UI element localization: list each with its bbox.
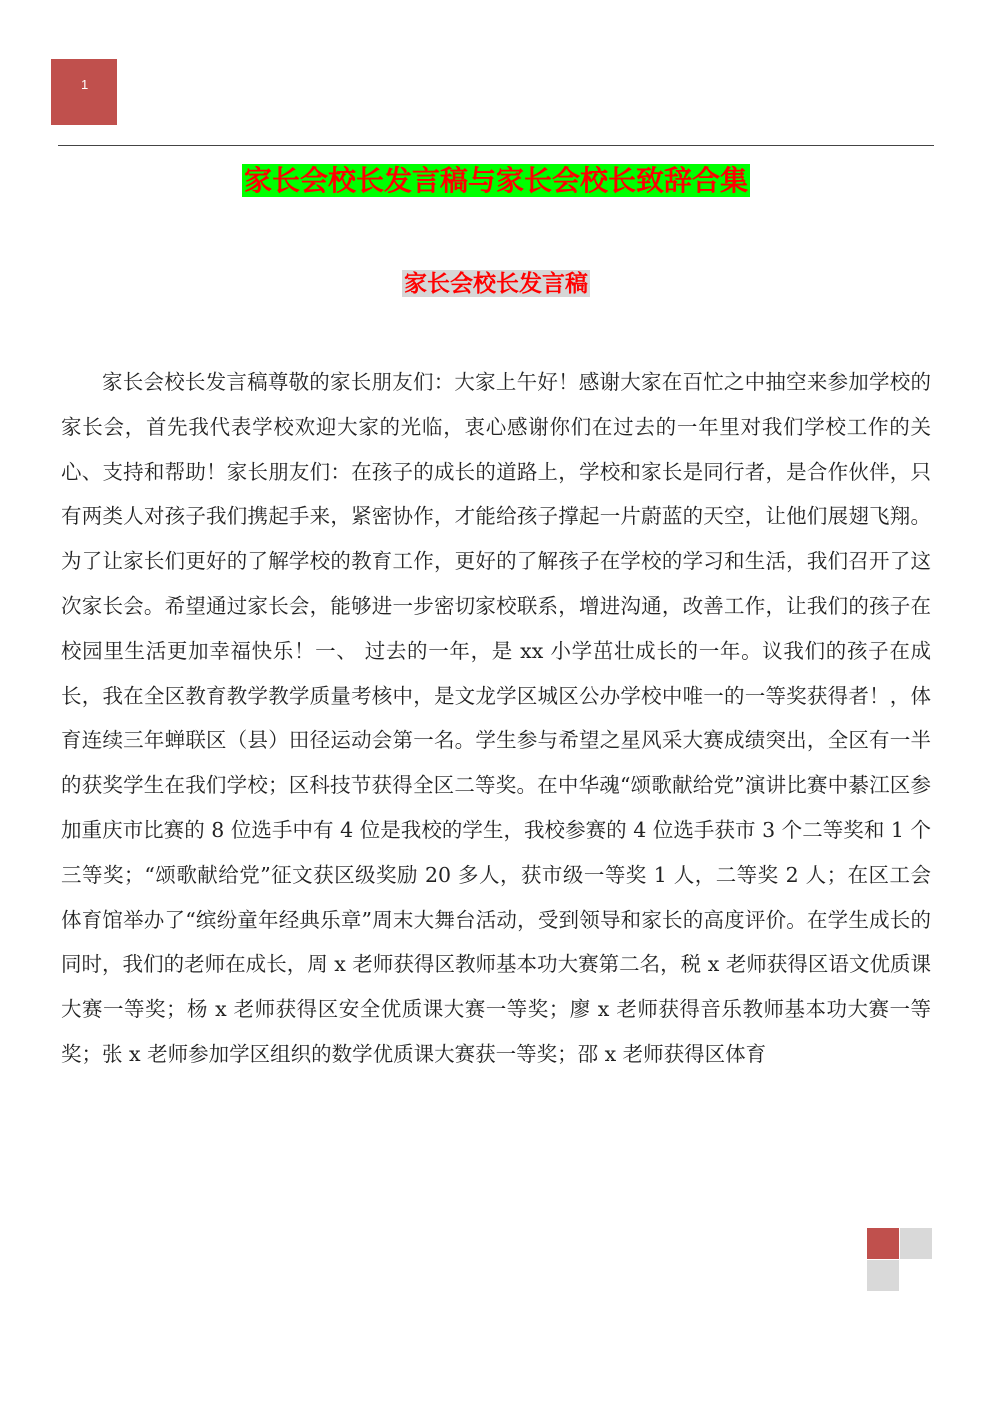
section-heading-block	[0, 265, 992, 303]
document-title: 家长会校长发言稿与家长会校长致辞合集	[243, 164, 748, 197]
header-divider	[58, 145, 934, 146]
corner-decoration-red-square	[867, 1228, 899, 1259]
corner-decoration-grey-square	[900, 1228, 932, 1259]
section-heading: 家长会校长发言稿	[404, 270, 588, 297]
page-number-badge	[51, 59, 117, 125]
corner-decoration-grey-square	[867, 1260, 899, 1291]
document-title-block	[0, 160, 992, 202]
page-number: 1	[81, 77, 89, 92]
body-paragraph: 家长会校长发言稿尊敬的家长朋友们：大家上午好！感谢大家在百忙之中抽空来参加学校的家长会，首先我代表学校欢迎大家的光临，衷心感谢你们在过去的一年里对我们学校工作的关心、支持和帮助！家长朋友们：在孩子的成长的道路上，学校和家长是同行者，是合作伙伴，只有两类人对孩子我们携起手来，紧密协作，才能给孩子撑起一片蔚蓝的天空，让他们展翅飞翔。为了让家长们更好的了解学校的教育工作，更好的了解孩子在学校的学习和生活，我们召开了这次家长会。希望通过家长会，能够进一步密切家校联系，增进沟通，改善工作，让我们的孩子在校园里生活更加幸福快乐！一、 过去的一年，是 xx 小学茁壮成长的一年。议我们的孩子在成长，我在全区教育教学教学质量考核中，是文龙学区城区公办学校中唯一的一等奖获得者！，体育连续三年蝉联区（县）田径运动会第一名。学生参与希望之星风采大赛成绩突出，全区有一半的获奖学生在我们学校；区科技节获得全区二等奖。在中华魂“颂歌献给党”演讲比赛中綦江区参加重庆市比赛的 8 位选手中有 4 位是我校的学生，我校参赛的 4 位选手获市 3 个二等奖和 1 个三等奖；“颂歌献给党”征文获区级奖励 20 多人，获市级一等奖 1 人，二等奖 2 人；在区工会体育馆举办了“缤纷童年经典乐章”周末大舞台活动，受到领导和家长的高度评价。在学生成长的同时，我们的老师在成长，周 x 老师获得区教师基本功大赛第二名，税 x 老师获得区语文优质课大赛一等奖；杨 x 老师获得区安全优质课大赛一等奖；廖 x 老师获得音乐教师基本功大赛一等奖；张 x 老师参加学区组织的数学优质课大赛获一等奖；邵 x 老师获得区体育	[61, 370, 932, 1066]
